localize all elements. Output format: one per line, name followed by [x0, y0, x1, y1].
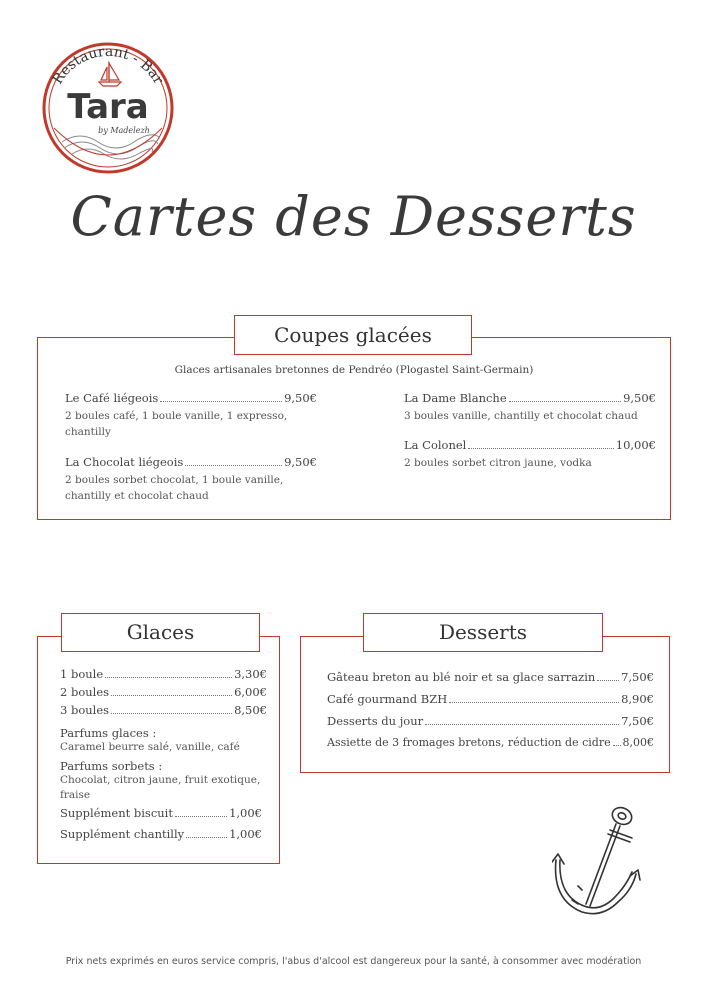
- parfums-sorbets: fraise: [60, 789, 91, 801]
- coupes-heading: Coupes glacées: [234, 315, 472, 355]
- dot-leader: [613, 745, 621, 746]
- item-name: La Dame Blanche: [404, 391, 507, 405]
- dessert-item: [327, 736, 654, 749]
- item-name: Assiette de 3 fromages bretons, réduction de cidre: [327, 736, 611, 749]
- item-price: 9,50€: [284, 391, 317, 405]
- logo-sub: by Madelezh: [98, 126, 150, 135]
- glace-item: [60, 667, 267, 681]
- item-name: Le Café liégeois: [65, 391, 159, 405]
- item-desc: chantilly: [65, 426, 111, 438]
- dot-leader: [509, 401, 621, 402]
- dot-leader: [468, 448, 613, 449]
- coupe-item: [65, 455, 317, 469]
- item-price: 7,50€: [621, 714, 654, 728]
- item-price: 10,00€: [615, 438, 656, 452]
- dessert-item: [327, 692, 654, 706]
- item-price: 7,50€: [621, 670, 654, 684]
- dot-leader: [185, 465, 282, 466]
- anchor-icon: [552, 800, 644, 926]
- item-price: 6,00€: [234, 685, 267, 699]
- item-name: Supplément biscuit: [60, 806, 173, 820]
- item-name: La Chocolat liégeois: [65, 455, 184, 469]
- restaurant-logo: [40, 32, 176, 178]
- coupes-subtitle: Glaces artisanales bretonnes de Pendréo (Plogastel Saint-Germain): [174, 364, 534, 376]
- item-name: 1 boule: [60, 667, 104, 681]
- logo-arc-text: Restaurant - Bar: [49, 43, 167, 88]
- dot-leader: [597, 680, 619, 681]
- parfums-glaces-label: Parfums glaces :: [60, 726, 157, 740]
- page-title: Cartes des Desserts: [70, 185, 637, 248]
- item-name: La Colonel: [404, 438, 467, 452]
- coupe-item: [404, 438, 656, 452]
- sailboat-icon: [99, 62, 121, 86]
- dot-leader: [449, 702, 619, 703]
- glace-item: [60, 685, 267, 699]
- dot-leader: [105, 677, 232, 678]
- item-desc: 2 boules sorbet chocolat, 1 boule vanille,: [65, 474, 284, 486]
- dot-leader: [111, 713, 232, 714]
- dot-leader: [425, 724, 619, 725]
- item-price: 8,00€: [622, 736, 654, 749]
- item-desc: chantilly et chocolat chaud: [65, 490, 209, 502]
- glaces-heading: Glaces: [61, 613, 260, 652]
- dot-leader: [186, 837, 227, 838]
- dessert-item: [327, 714, 654, 728]
- item-price: 9,50€: [623, 391, 656, 405]
- item-price: 9,50€: [284, 455, 317, 469]
- glace-item: [60, 703, 267, 717]
- coupe-item: [404, 391, 656, 405]
- logo-name: Tara: [67, 87, 149, 127]
- coupe-item: [65, 391, 317, 405]
- supplement-item: [60, 827, 262, 841]
- item-desc: 3 boules vanille, chantilly et chocolat chaud: [404, 410, 638, 422]
- parfums-sorbets-label: Parfums sorbets :: [60, 759, 163, 773]
- parfums-sorbets: Chocolat, citron jaune, fruit exotique,: [60, 774, 261, 786]
- item-price: 1,00€: [229, 827, 262, 841]
- desserts-heading: Desserts: [363, 613, 603, 652]
- dot-leader: [175, 816, 227, 817]
- item-desc: 2 boules sorbet citron jaune, vodka: [404, 457, 592, 469]
- item-name: Supplément chantilly: [60, 827, 185, 841]
- item-name: 3 boules: [60, 703, 110, 717]
- dessert-item: [327, 670, 654, 684]
- item-price: 8,50€: [234, 703, 267, 717]
- supplement-item: [60, 806, 262, 820]
- dot-leader: [160, 401, 282, 402]
- item-desc: 2 boules café, 1 boule vanille, 1 expresso,: [65, 410, 288, 422]
- footer-note: Prix nets exprimés en euros service compris, l'abus d'alcool est dangereux pour la santé, à consommer avec modération: [65, 956, 642, 967]
- item-price: 8,90€: [621, 692, 654, 706]
- dot-leader: [111, 695, 232, 696]
- item-name: Gâteau breton au blé noir et sa glace sarrazin: [327, 670, 596, 684]
- item-name: Café gourmand BZH: [327, 692, 448, 706]
- item-name: 2 boules: [60, 685, 110, 699]
- item-price: 1,00€: [229, 806, 262, 820]
- item-name: Desserts du jour: [327, 714, 424, 728]
- item-price: 3,30€: [234, 667, 267, 681]
- parfums-glaces: Caramel beurre salé, vanille, café: [60, 741, 240, 753]
